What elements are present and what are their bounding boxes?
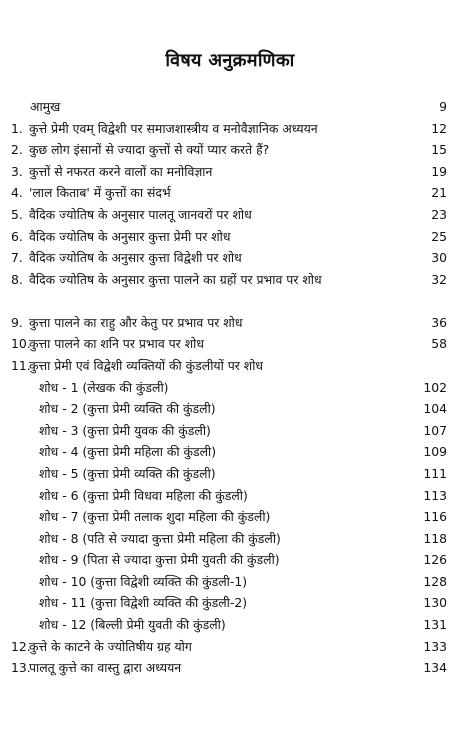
entry-page: 133 xyxy=(423,638,447,654)
entry-page: 23 xyxy=(431,206,447,222)
subentry-page: 102 xyxy=(423,379,447,395)
toc-subentry xyxy=(0,441,460,463)
entry-title: कुत्ते के काटने के ज्योतिषीय ग्रह योग xyxy=(29,638,192,654)
entry-title: कुत्ता पालने का शनि पर प्रभाव पर शोध xyxy=(29,336,204,352)
toc-entry xyxy=(0,118,460,140)
entry-title: कुछ लोग इंसानों से ज्यादा कुत्तों से क्यों प्यार करते हैं? xyxy=(29,142,270,158)
subentry-page: 126 xyxy=(423,552,447,568)
table-of-contents xyxy=(0,96,460,679)
entry-title: वैदिक ज्योतिष के अनुसार पालतू जानवरों पर शोध xyxy=(29,206,252,222)
toc-entry xyxy=(0,333,460,355)
subentry-title: शोध - 6 (कुत्ता प्रेमी विधवा महिला की कुंडली) xyxy=(39,487,248,503)
subentry-title: शोध - 12 (बिल्ली प्रेमी युवती की कुंडली) xyxy=(39,617,226,633)
subentry-page: 104 xyxy=(423,401,447,417)
toc-subentry xyxy=(0,463,460,485)
entry-page: 12 xyxy=(431,120,447,136)
entry-number: 3. xyxy=(11,163,23,179)
toc-entry xyxy=(0,355,460,377)
entry-page: 32 xyxy=(431,271,447,287)
subentry-page: 131 xyxy=(423,617,447,633)
entry-number: 8. xyxy=(11,271,23,287)
entry-number: 9. xyxy=(11,314,23,330)
entry-title: कुत्ते प्रेमी एवम् विद्वेशी पर समाजशास्त्रीय व मनोवैज्ञानिक अध्ययन xyxy=(29,120,318,136)
toc-entry xyxy=(0,657,460,679)
toc-subentry xyxy=(0,506,460,528)
entry-number: 11. xyxy=(11,357,31,373)
toc-entry xyxy=(0,139,460,161)
page-title: विषय अनुक्रमणिका xyxy=(165,50,295,71)
subentry-title: शोध - 9 (पिता से ज्यादा कुत्ता प्रेमी युवती की कुंडली) xyxy=(39,552,280,568)
toc-subentry xyxy=(0,614,460,636)
toc-entry xyxy=(0,269,460,312)
entry-number: 12. xyxy=(11,638,31,654)
entry-number: 1. xyxy=(11,120,23,136)
toc-entry xyxy=(0,204,460,226)
entry-title: कुत्तों से नफरत करने वालों का मनोविज्ञान xyxy=(29,163,213,179)
subentry-page: 116 xyxy=(423,509,447,525)
entry-number: 4. xyxy=(11,185,23,201)
entry-title: वैदिक ज्योतिष के अनुसार कुत्ता प्रेमी पर शोध xyxy=(29,228,231,244)
entry-page: 25 xyxy=(431,228,447,244)
subentry-title: शोध - 11 (कुत्ता विद्वेशी व्यक्ति की कुंडली-2) xyxy=(39,595,248,611)
entry-number: 6. xyxy=(11,228,23,244)
subentry-title: शोध - 1 (लेखक की कुंडली) xyxy=(39,379,169,395)
subentry-title: शोध - 8 (पति से ज्यादा कुत्ता प्रेमी महिला की कुंडली) xyxy=(39,530,281,546)
subentry-title: शोध - 3 (कुत्ता प्रेमी युवक की कुंडली) xyxy=(39,422,211,438)
toc-subentry xyxy=(0,377,460,399)
entry-page: 19 xyxy=(431,163,447,179)
toc-subentry xyxy=(0,528,460,550)
subentry-page: 113 xyxy=(423,487,447,503)
entry-number: 2. xyxy=(11,142,23,158)
entry-title: कुत्ता पालने का राहु और केतु पर प्रभाव पर शोध xyxy=(29,314,243,330)
entry-title: 'लाल किताब' में कुत्तों का संदर्भ xyxy=(29,185,171,201)
toc-subentry xyxy=(0,398,460,420)
subentry-page: 130 xyxy=(423,595,447,611)
entry-page: 58 xyxy=(431,336,447,352)
toc-subentry xyxy=(0,571,460,593)
toc-entry xyxy=(0,247,460,269)
toc-subentry xyxy=(0,549,460,571)
subentry-title: शोध - 10 (कुत्ता विद्वेशी व्यक्ति की कुंडली-1) xyxy=(39,573,248,589)
subentry-title: शोध - 7 (कुत्ता प्रेमी तलाक शुदा महिला की कुंडली) xyxy=(39,509,271,525)
entry-number: 7. xyxy=(11,250,23,266)
toc-entry xyxy=(0,312,460,334)
entry-title: कुत्ता प्रेमी एवं विद्वेशी व्यक्तियों की कुंडलीयों पर शोध xyxy=(29,357,264,373)
subentry-page: 111 xyxy=(423,465,447,481)
entry-page: 134 xyxy=(423,660,447,676)
entry-title: पालतू कुत्ते का वास्तु द्वारा अध्ययन xyxy=(29,660,182,676)
toc-entry-intro xyxy=(0,96,460,118)
entry-title: वैदिक ज्योतिष के अनुसार कुत्ता विद्वेशी पर शोध xyxy=(29,250,242,266)
entry-title: आमुख xyxy=(30,99,61,114)
entry-page: 30 xyxy=(431,250,447,266)
toc-entry xyxy=(0,636,460,658)
subentry-page: 109 xyxy=(423,444,447,460)
entry-title: वैदिक ज्योतिष के अनुसार कुत्ता पालने का ग्रहों पर प्रभाव पर शोध xyxy=(29,271,322,287)
subentry-title: शोध - 2 (कुत्ता प्रेमी व्यक्ति की कुंडली) xyxy=(39,401,216,417)
toc-entry xyxy=(0,182,460,204)
toc-subentry xyxy=(0,485,460,507)
entry-page: 9 xyxy=(439,99,447,114)
subentry-page: 128 xyxy=(423,573,447,589)
subentry-title: शोध - 5 (कुत्ता प्रेमी व्यक्ति की कुंडली) xyxy=(39,465,216,481)
entry-number: 13. xyxy=(11,660,31,676)
entry-page: 36 xyxy=(431,314,447,330)
toc-subentry xyxy=(0,592,460,614)
entry-number: 5. xyxy=(11,206,23,222)
subentry-title: शोध - 4 (कुत्ता प्रेमी महिला की कुंडली) xyxy=(39,444,217,460)
entry-page: 21 xyxy=(431,185,447,201)
toc-entry xyxy=(0,226,460,248)
subentry-page: 118 xyxy=(423,530,447,546)
entry-number: 10. xyxy=(11,336,31,352)
toc-subentry xyxy=(0,420,460,442)
toc-entry xyxy=(0,161,460,183)
subentry-page: 107 xyxy=(423,422,447,438)
entry-page: 15 xyxy=(431,142,447,158)
